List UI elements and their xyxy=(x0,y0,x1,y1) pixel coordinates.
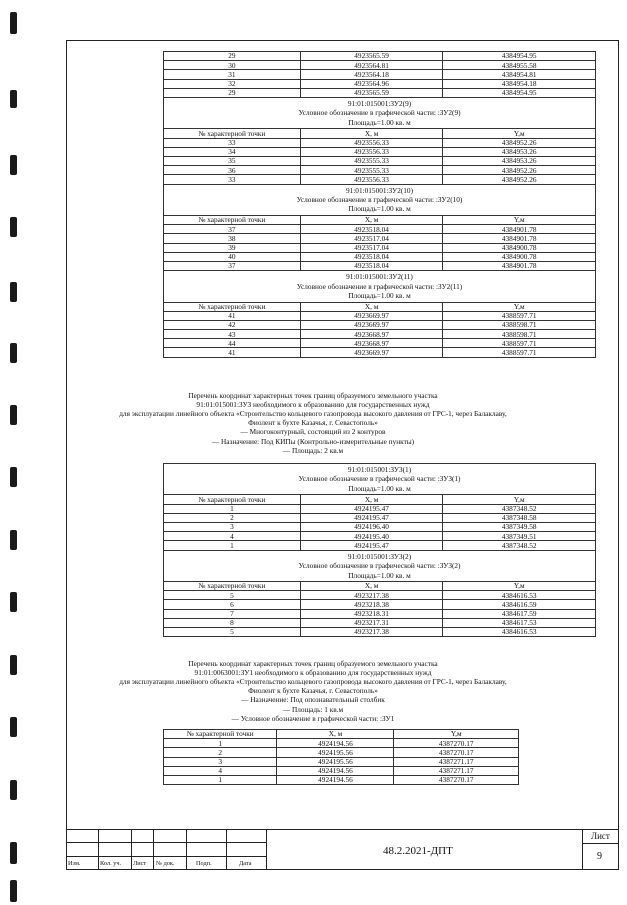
table-cell: X, м xyxy=(300,582,443,591)
table-cell: 33 xyxy=(164,138,301,147)
table-cell: 31 xyxy=(164,70,301,79)
table-row xyxy=(164,609,596,618)
section-legend: Условное обозначение в графической части: :ЗУ2(10) xyxy=(296,195,463,204)
table-row xyxy=(164,311,596,320)
table-cell: 1 xyxy=(164,541,301,550)
table-cell: 4923669.97 xyxy=(300,311,443,320)
section-legend: Условное обозначение в графической части: :ЗУЗ(2) xyxy=(298,561,461,571)
table-cell: 4384952.26 xyxy=(443,175,596,184)
table-row xyxy=(164,348,596,357)
binding-mark xyxy=(10,780,17,800)
table-cell: X, м xyxy=(300,302,443,311)
table-cell: 32 xyxy=(164,79,301,88)
table-cell: Y,м xyxy=(443,302,596,311)
binding-mark xyxy=(10,343,17,363)
table-cell: 4924195.47 xyxy=(300,513,443,522)
table-cell: 36 xyxy=(164,166,301,175)
table-cell: 2 xyxy=(164,748,277,757)
section-legend: Условное обозначение в графической части: :ЗУ2(9) xyxy=(298,108,461,118)
table-cell: 4923564.96 xyxy=(300,79,443,88)
table-cell: 39 xyxy=(164,243,301,252)
table-cell: 4923217.38 xyxy=(300,627,443,636)
table-row xyxy=(164,70,596,79)
table-cell: 4387270.17 xyxy=(394,739,519,748)
section-code: 91:01:015001:ЗУ2(11) xyxy=(346,272,413,282)
block3-line7: — Условное обозначение в графической части: :ЗУ1 xyxy=(231,713,395,723)
table-cell: 4384616.53 xyxy=(443,591,596,600)
table-cell: 1 xyxy=(164,775,277,784)
block3-line4: Фиолент к бухте Казачья, г. Севастополь» xyxy=(248,686,378,696)
section-code: 91:01:015001:ЗУ2(9) xyxy=(347,98,412,108)
table-cell: Y,м xyxy=(394,730,519,739)
table-cell: 4384900.78 xyxy=(443,243,596,252)
table-row xyxy=(164,166,596,175)
table-cell: 29 xyxy=(164,52,301,61)
table-cell: 4923668.97 xyxy=(300,339,443,348)
table-cell: 4924195.56 xyxy=(277,757,394,766)
table-cell: Y,м xyxy=(443,215,596,224)
table-cell: 4388597.71 xyxy=(443,348,596,357)
table-row xyxy=(164,61,596,70)
block2-line1: Перечень координат характерных точек границ образуемого земельного участка xyxy=(188,391,438,400)
table-cell: 4388597.71 xyxy=(443,311,596,320)
block2-line6: — Назначение: Под КИПы (Контрольно-измерительные пункты) xyxy=(211,436,415,446)
block2-line3: для эксплуатации линейного объекта «Строительство кольцевого газопровода высокого давления от ГРС-1, через Балаклаву, xyxy=(119,409,507,419)
table-cell: 4 xyxy=(164,532,301,541)
table-row xyxy=(164,766,519,775)
table-cell: 4923564.81 xyxy=(300,61,443,70)
table-cell: 38 xyxy=(164,234,301,243)
block3-line1: Перечень координат характерных точек границ образуемого земельного участка xyxy=(188,659,438,668)
table-cell: 4387349.51 xyxy=(443,532,596,541)
table-row xyxy=(164,748,519,757)
binding-mark xyxy=(10,842,17,864)
table-cell: 4384617.53 xyxy=(443,618,596,627)
table-cell: Y,м xyxy=(443,582,596,591)
block3-header xyxy=(13,659,613,723)
section-header xyxy=(164,550,596,581)
table-row xyxy=(164,618,596,627)
table-cell: 4384901.78 xyxy=(443,261,596,270)
table-cell: 34 xyxy=(164,147,301,156)
section-header xyxy=(164,184,596,215)
block3-line2: 91:01:0063001:ЗУ1 необходимого к образованию для государственных нужд xyxy=(194,668,432,678)
table-cell: 3 xyxy=(164,757,277,766)
table-cell: 37 xyxy=(164,261,301,270)
block2-header xyxy=(13,391,613,455)
table-row xyxy=(164,495,596,504)
table-cell: 4387348.58 xyxy=(443,513,596,522)
table-cell: 41 xyxy=(164,311,301,320)
table-cell: 4384954.95 xyxy=(443,52,596,61)
section-code: 91:01:015001:ЗУЗ(1) xyxy=(347,465,412,474)
table-row xyxy=(164,582,596,591)
table-cell: 4923669.97 xyxy=(300,320,443,329)
table-cell: 4384952.26 xyxy=(443,138,596,147)
block2-line7: — Площадь: 2 кв.м xyxy=(282,445,344,455)
col-kol-uch: Кол. уч. xyxy=(100,860,122,867)
table-cell: 4384901.78 xyxy=(443,234,596,243)
table-row xyxy=(164,243,596,252)
table-row xyxy=(164,739,519,748)
table-row xyxy=(164,541,596,550)
table-row xyxy=(164,175,596,184)
table-cell: X, м xyxy=(300,129,443,138)
section-area: Площадь=1.00 кв. м xyxy=(348,483,411,493)
table-cell: Y,м xyxy=(443,129,596,138)
table-cell: 7 xyxy=(164,609,301,618)
table-cell: 4387348.52 xyxy=(443,541,596,550)
table-cell: 4384954.95 xyxy=(443,88,596,97)
table-cell: Y,м xyxy=(443,495,596,504)
table-cell: 4384952.26 xyxy=(443,166,596,175)
col-izm: Изм. xyxy=(68,860,81,867)
table-cell: № характерной точки xyxy=(164,302,301,311)
table-cell: 4924195.47 xyxy=(300,504,443,513)
table-cell: 4384954.18 xyxy=(443,79,596,88)
coordinates-table-zu3 xyxy=(163,463,596,637)
table-cell: № характерной точки xyxy=(164,129,301,138)
block3-line3: для эксплуатации линейного объекта «Строительство кольцевого газопровода высокого давления от ГРС-1, через Балаклаву, xyxy=(119,677,507,687)
table-cell: X, м xyxy=(300,495,443,504)
table-row xyxy=(164,320,596,329)
section-area: Площадь=1.00 кв. м xyxy=(348,117,411,127)
table-cell: 5 xyxy=(164,627,301,636)
title-block xyxy=(66,829,619,870)
table-cell: 40 xyxy=(164,252,301,261)
table-cell: 5 xyxy=(164,591,301,600)
binding-mark xyxy=(10,217,17,237)
table-cell: 41 xyxy=(164,348,301,357)
table-cell: 4923518.04 xyxy=(300,225,443,234)
table-row xyxy=(164,757,519,766)
table-cell: 4923217.38 xyxy=(300,591,443,600)
table-row xyxy=(164,775,519,784)
table-cell: 4923518.04 xyxy=(300,261,443,270)
section-code: 91:01:015001:ЗУ2(10) xyxy=(345,185,413,195)
table-row xyxy=(164,138,596,147)
table-cell: 4924196.40 xyxy=(300,523,443,532)
table-cell: 37 xyxy=(164,225,301,234)
table-cell: 4924194.56 xyxy=(277,739,394,748)
block2-line5: — Многоконтурный, состоящий из 2 контуров xyxy=(240,427,386,437)
table-cell: 4923565.59 xyxy=(300,52,443,61)
table-row xyxy=(164,523,596,532)
table-cell: 4388598.71 xyxy=(443,330,596,339)
table-cell: 2 xyxy=(164,513,301,522)
table-cell: 4384616.53 xyxy=(443,627,596,636)
col-doc: № док. xyxy=(156,860,175,867)
table-row xyxy=(164,88,596,97)
table-cell: 4387348.52 xyxy=(443,504,596,513)
table-cell: 4388598.71 xyxy=(443,320,596,329)
table-cell: 4387270.17 xyxy=(394,748,519,757)
table-cell: 4923556.33 xyxy=(300,138,443,147)
table-cell: 4924194.56 xyxy=(277,775,394,784)
table-cell: X, м xyxy=(300,215,443,224)
table-row xyxy=(164,215,596,224)
table-cell: 4387349.58 xyxy=(443,523,596,532)
table-row xyxy=(164,330,596,339)
table-row xyxy=(164,52,596,61)
table-row xyxy=(164,261,596,270)
binding-mark xyxy=(10,592,17,612)
table-row xyxy=(164,156,596,165)
table-cell: 33 xyxy=(164,175,301,184)
table-cell: 4384955.58 xyxy=(443,61,596,70)
document-code: 48.2.2021-ДПТ xyxy=(383,845,453,857)
table-cell: 4384616.59 xyxy=(443,600,596,609)
section-area: Площадь=1.00 кв. м xyxy=(348,291,411,301)
table-cell: № характерной точки xyxy=(164,730,277,739)
table-row xyxy=(164,339,596,348)
table-cell: № характерной точки xyxy=(164,495,301,504)
table-cell: 4923668.97 xyxy=(300,330,443,339)
table-cell: 6 xyxy=(164,600,301,609)
table-row xyxy=(164,147,596,156)
block2-line4: Фиолент к бухте Казачья, г. Севастополь» xyxy=(248,418,378,428)
table-row xyxy=(164,129,596,138)
table-row xyxy=(164,252,596,261)
table-cell: 35 xyxy=(164,156,301,165)
table-cell: 4923517.04 xyxy=(300,243,443,252)
table-cell: 4923217.31 xyxy=(300,618,443,627)
table-cell: 29 xyxy=(164,88,301,97)
table-cell: 4923555.33 xyxy=(300,166,443,175)
coordinates-table-zu2 xyxy=(163,51,596,358)
table-cell: 4384953.26 xyxy=(443,156,596,165)
table-cell: 4923517.04 xyxy=(300,234,443,243)
table-cell: 4387271.17 xyxy=(394,766,519,775)
table-cell: 43 xyxy=(164,330,301,339)
table-cell: 42 xyxy=(164,320,301,329)
table-cell: 1 xyxy=(164,739,277,748)
sheet-number: 9 xyxy=(597,851,602,862)
section-legend: Условное обозначение в графической части: :ЗУЗ(1) xyxy=(298,474,461,484)
table-cell: 4923218.38 xyxy=(300,600,443,609)
table-cell: 4924194.56 xyxy=(277,766,394,775)
table-cell: 4923556.33 xyxy=(300,147,443,156)
section-legend: Условное обозначение в графической части: :ЗУ2(11) xyxy=(296,281,463,291)
table-cell: 4384953.26 xyxy=(443,147,596,156)
col-list: Лист xyxy=(133,860,147,867)
col-data: Дата xyxy=(239,860,252,867)
section-code: 91:01:015001:ЗУЗ(2) xyxy=(347,551,412,561)
table-cell: 4384900.78 xyxy=(443,252,596,261)
table-cell: 4923564.18 xyxy=(300,70,443,79)
table-cell: 4923556.33 xyxy=(300,175,443,184)
table-cell: 3 xyxy=(164,523,301,532)
table-cell: X, м xyxy=(277,730,394,739)
table-cell: 4923565.59 xyxy=(300,88,443,97)
table-cell: 8 xyxy=(164,618,301,627)
table-cell: 1 xyxy=(164,504,301,513)
table-cell: 4923669.97 xyxy=(300,348,443,357)
binding-mark xyxy=(10,90,17,108)
table-cell: 4384954.81 xyxy=(443,70,596,79)
table-cell: 4384901.78 xyxy=(443,225,596,234)
table-cell: 4387271.17 xyxy=(394,757,519,766)
table-row xyxy=(164,730,519,739)
table-row xyxy=(164,225,596,234)
table-cell: 4384617.59 xyxy=(443,609,596,618)
table-cell: 4924195.47 xyxy=(300,541,443,550)
table-cell: 4924195.56 xyxy=(277,748,394,757)
table-cell: 4923518.04 xyxy=(300,252,443,261)
table-row xyxy=(164,627,596,636)
binding-mark xyxy=(10,12,17,34)
table-cell: 44 xyxy=(164,339,301,348)
binding-mark xyxy=(10,155,17,175)
section-header xyxy=(164,97,596,128)
table-cell: 30 xyxy=(164,61,301,70)
table-cell: 4924195.40 xyxy=(300,532,443,541)
table-cell: № характерной точки xyxy=(164,215,301,224)
table-row xyxy=(164,600,596,609)
section-area: Площадь=1.00 кв. м xyxy=(348,204,411,214)
table-cell: № характерной точки xyxy=(164,582,301,591)
binding-mark xyxy=(10,282,17,302)
coordinates-table-zu1 xyxy=(163,729,519,785)
binding-mark xyxy=(10,530,17,550)
section-header xyxy=(164,271,596,302)
table-row xyxy=(164,302,596,311)
table-row xyxy=(164,513,596,522)
binding-mark xyxy=(10,880,17,902)
table-row xyxy=(164,234,596,243)
table-cell: 4388597.71 xyxy=(443,339,596,348)
table-row xyxy=(164,504,596,513)
table-cell: 4387270.17 xyxy=(394,775,519,784)
col-podp: Подп. xyxy=(196,860,212,867)
table-row xyxy=(164,591,596,600)
section-area: Площадь=1.00 кв. м xyxy=(348,570,411,580)
block3-line5: — Назначение: Под опознавательный столбик xyxy=(241,695,385,705)
table-cell: 4923555.33 xyxy=(300,156,443,165)
sheet-label: Лист xyxy=(591,831,610,841)
table-cell: 4923218.31 xyxy=(300,609,443,618)
binding-mark xyxy=(10,467,17,487)
table-row xyxy=(164,79,596,88)
section-header xyxy=(164,464,596,495)
table-cell: 4 xyxy=(164,766,277,775)
table-row xyxy=(164,532,596,541)
block3-line6: — Площадь: 1 кв.м xyxy=(282,704,344,714)
block2-line2: 91:01:015001:ЗУЗ необходимого к образованию для государственных нужд xyxy=(196,400,430,410)
